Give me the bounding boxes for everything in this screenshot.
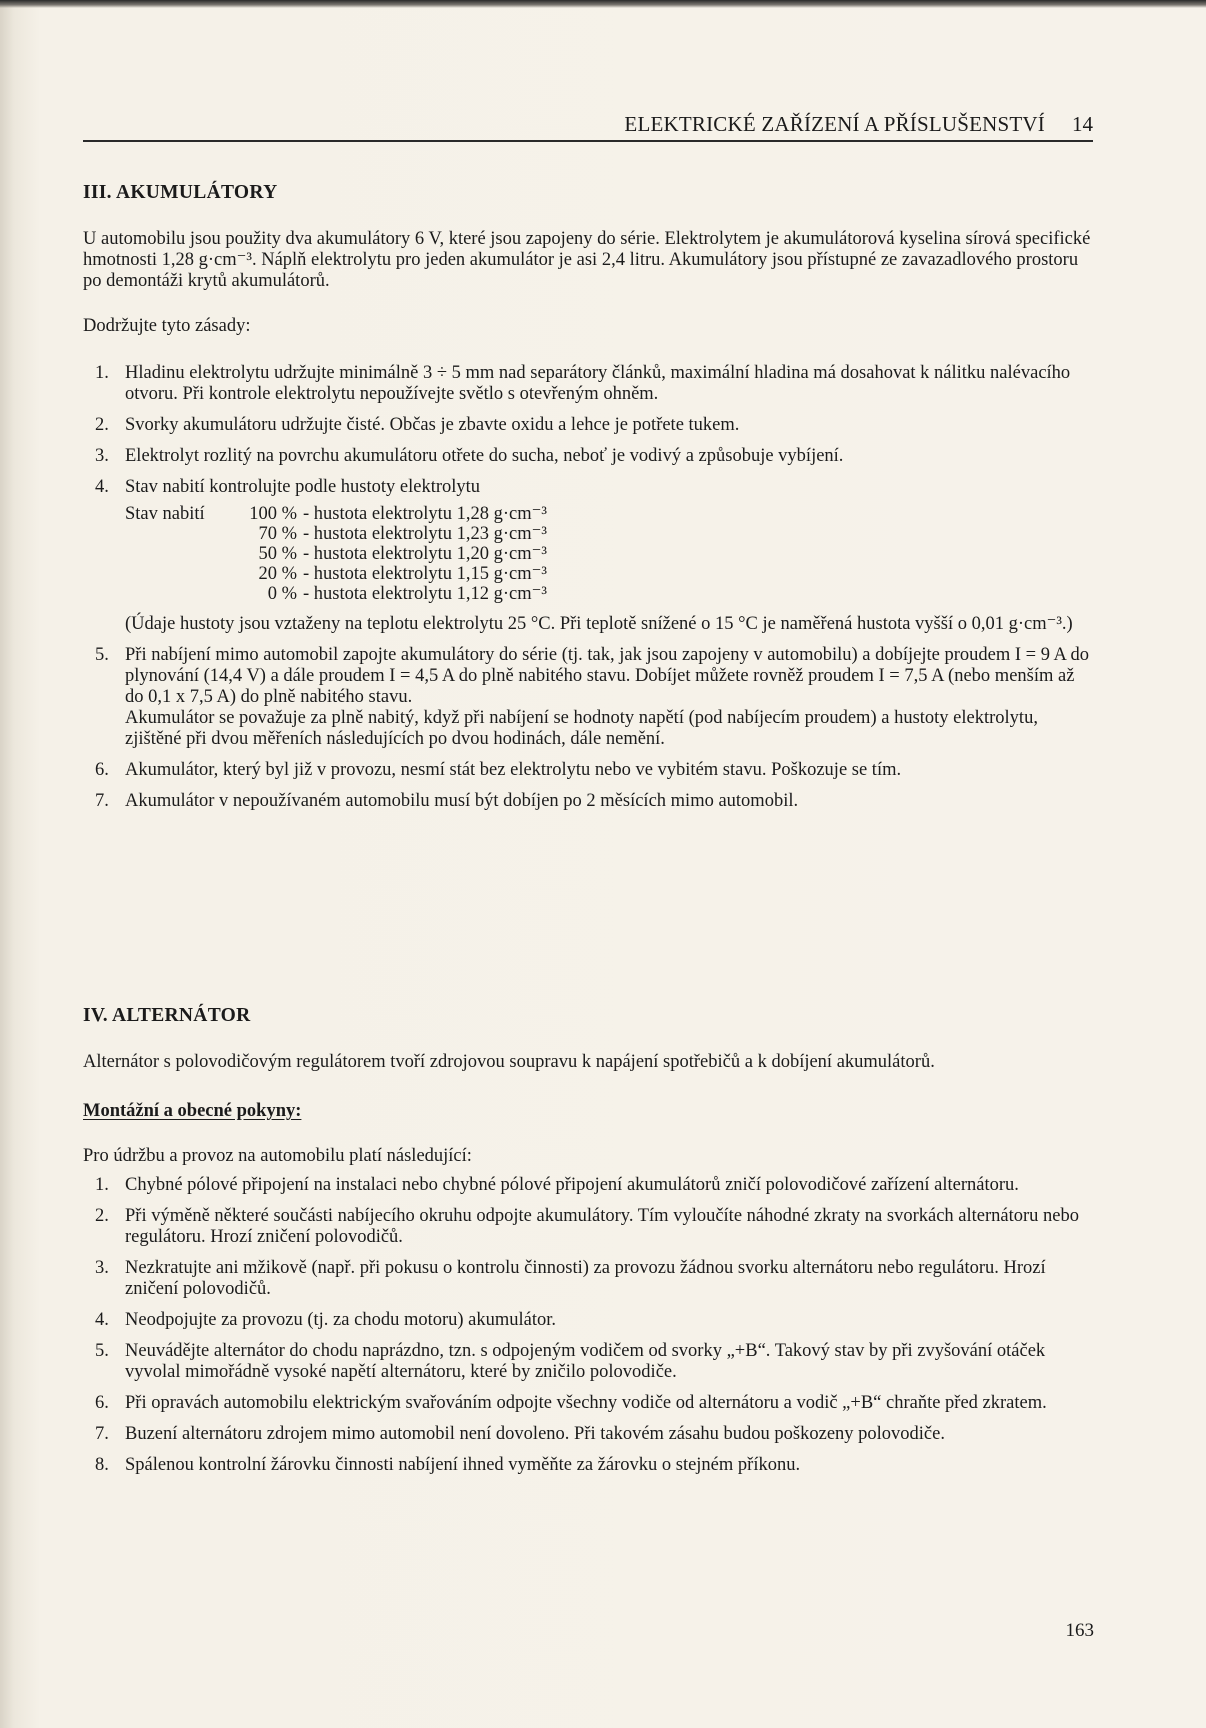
item-text: Při nabíjení mimo automobil zapojte akumulátory do série (tj. tak, jak jsou zapojeny v automobilu) a dobíjejte proudem I = 9 A do plynování (14,4 V) a dále proudem I = 4,5 A do plně nabitého stavu. Dobíjet můžete rovněž proudem I = 7,5 A (nebo menším až do 0,1 x 7,5 A) do plně nabitého stavu.	[125, 645, 1090, 707]
list-item	[83, 1393, 1093, 1414]
running-header	[83, 112, 1093, 142]
item-number: 1.	[95, 363, 109, 383]
list-item	[83, 1424, 1093, 1445]
charge-percent: 50 %	[258, 544, 297, 564]
list-item	[83, 446, 1093, 467]
item-number: 1.	[95, 1175, 109, 1195]
item-number: 5.	[95, 645, 109, 665]
item-text: Spálenou kontrolní žárovku činnosti nabíjení ihned vyměňte za žárovku o stejném příkonu.	[125, 1455, 801, 1475]
charge-percent: 20 %	[258, 564, 297, 584]
list-item	[83, 645, 1093, 750]
item-number: 4.	[95, 1310, 109, 1330]
rules-list	[83, 363, 1093, 498]
item-number: 7.	[95, 791, 109, 811]
scan-edge	[0, 0, 1206, 8]
item-number: 2.	[95, 415, 109, 435]
item-text: Při opravách automobilu elektrickým svařováním odpojte všechny vodiče od alternátoru a vodič „+B“ chraňte před zkratem.	[125, 1393, 1047, 1413]
item-number: 3.	[95, 1258, 109, 1278]
list-item	[83, 1175, 1093, 1196]
item-number: 8.	[95, 1455, 109, 1475]
rules-intro: Pro údržbu a provoz na automobilu platí následující:	[83, 1146, 472, 1166]
density-text: - hustota elektrolytu 1,28 g·cm⁻³	[303, 504, 547, 524]
item-text: Akumulátor, který byl již v provozu, nesmí stát bez elektrolytu nebo ve vybitém stavu. Poškozuje se tím.	[125, 760, 902, 780]
item-number: 6.	[95, 760, 109, 780]
section-intro: Alternátor s polovodičovým regulátorem tvoří zdrojovou soupravu k napájení spotřebičů a k dobíjení akumulátorů.	[83, 1052, 935, 1072]
alternator-rules-list	[83, 1175, 1093, 1476]
charge-percent: 70 %	[258, 524, 297, 544]
section-heading: III. AKUMULÁTORY	[83, 182, 278, 203]
rules-list-continued	[83, 645, 1093, 812]
item-text: Akumulátor v nepoužívaném automobilu musí být dobíjen po 2 měsících mimo automobil.	[125, 791, 799, 811]
item-text-continued: Akumulátor se považuje za plně nabitý, když při nabíjení se hodnoty napětí (pod nabíjecím proudem) a hustoty elektrolytu, zjištěné při dvou měřeních následujících po dvou hodinách, dále nemění.	[125, 708, 1038, 749]
density-text: - hustota elektrolytu 1,12 g·cm⁻³	[303, 584, 547, 604]
table-label: Stav nabití	[125, 504, 205, 524]
section-akumulatory	[83, 182, 1093, 822]
list-item	[83, 791, 1093, 812]
item-number: 5.	[95, 1341, 109, 1361]
subheading: Montážní a obecné pokyny:	[83, 1101, 302, 1121]
rules-intro: Dodržujte tyto zásady:	[83, 316, 251, 336]
item-text: Neuvádějte alternátor do chodu naprázdno, tzn. s odpojeným vodičem od svorky „+B“. Takový stav by při zvyšování otáček vyvolal mimořádně vysoké napětí alternátoru, které by zničilo polovodiče.	[125, 1341, 1046, 1382]
table-row	[125, 564, 1093, 584]
density-text: - hustota elektrolytu 1,23 g·cm⁻³	[303, 524, 547, 544]
list-item	[83, 363, 1093, 405]
item-text: Chybné pólové připojení na instalaci nebo chybné pólové připojení akumulátorů zničí polovodičové zařízení alternátoru.	[125, 1175, 1019, 1195]
list-item	[83, 477, 1093, 498]
density-note: (Údaje hustoty jsou vztaženy na teplotu elektrolytu 25 °C. Při teplotě snížené o 15 °C je naměřená hustota vyšší o 0,01 g·cm⁻³.)	[125, 614, 1073, 634]
density-text: - hustota elektrolytu 1,20 g·cm⁻³	[303, 544, 547, 564]
item-text: Buzení alternátoru zdrojem mimo automobil není dovoleno. Při takovém zásahu budou poškozeny polovodiče.	[125, 1424, 945, 1444]
page-number: 163	[1065, 1620, 1094, 1641]
list-item	[83, 1341, 1093, 1383]
item-text: Při výměně některé součásti nabíjecího okruhu odpojte akumulátory. Tím vyloučíte náhodné zkraty na svorkách alternátoru nebo regulátoru. Hrozí zničení polovodičů.	[125, 1206, 1080, 1247]
charge-percent: 100 %	[249, 504, 297, 524]
list-item	[83, 760, 1093, 781]
item-text: Svorky akumulátoru udržujte čisté. Občas je zbavte oxidu a lehce je potřete tukem.	[125, 415, 740, 435]
chapter-number: 14	[1072, 112, 1093, 136]
list-item	[83, 1310, 1093, 1331]
item-number: 6.	[95, 1393, 109, 1413]
list-item	[83, 1206, 1093, 1248]
item-text: Neodpojujte za provozu (tj. za chodu motoru) akumulátor.	[125, 1310, 557, 1330]
item-number: 4.	[95, 477, 109, 497]
item-text: Hladinu elektrolytu udržujte minimálně 3 ÷ 5 mm nad separátory článků, maximální hladina má dosahovat k nálitku nalévacího otvoru. Při kontrole elektrolytu nepoužívejte světlo s otevřeným ohněm.	[125, 363, 1071, 404]
density-text: - hustota elektrolytu 1,15 g·cm⁻³	[303, 564, 547, 584]
list-item	[83, 415, 1093, 436]
item-text: Nezkratujte ani mžikově (např. při pokusu o kontrolu činnosti) za provozu žádnou svorku alternátoru nebo regulátoru. Hrozí zničení polovodičů.	[125, 1258, 1046, 1299]
charge-table	[125, 504, 1093, 604]
item-number: 7.	[95, 1424, 109, 1444]
charge-percent: 0 %	[267, 584, 297, 604]
item-number: 3.	[95, 446, 109, 466]
list-item	[83, 1455, 1093, 1476]
section-alternator	[83, 1005, 1093, 1486]
header-title: ELEKTRICKÉ ZAŘÍZENÍ A PŘÍSLUŠENSTVÍ	[624, 112, 1045, 136]
section-intro: U automobilu jsou použity dva akumulátory 6 V, které jsou zapojeny do série. Elektrolytem je akumulátorová kyselina sírová specifické hmotnosti 1,28 g·cm⁻³. Náplň elektrolytu pro jeden akumulátor je asi 2,4 litru. Akumulátory jsou přístupné ze zavazadlového prostoru po demontáži krytů akumulátorů.	[83, 229, 1091, 291]
header-rule	[83, 140, 1093, 142]
item-text: Stav nabití kontrolujte podle hustoty elektrolytu	[125, 477, 481, 497]
section-heading: IV. ALTERNÁTOR	[83, 1005, 251, 1026]
item-number: 2.	[95, 1206, 109, 1226]
table-row	[125, 584, 1093, 604]
item-text: Elektrolyt rozlitý na povrchu akumulátoru otřete do sucha, neboť je vodivý a způsobuje vybíjení.	[125, 446, 844, 466]
table-row	[125, 504, 1093, 524]
list-item	[83, 1258, 1093, 1300]
table-row	[125, 544, 1093, 564]
table-row	[125, 524, 1093, 544]
